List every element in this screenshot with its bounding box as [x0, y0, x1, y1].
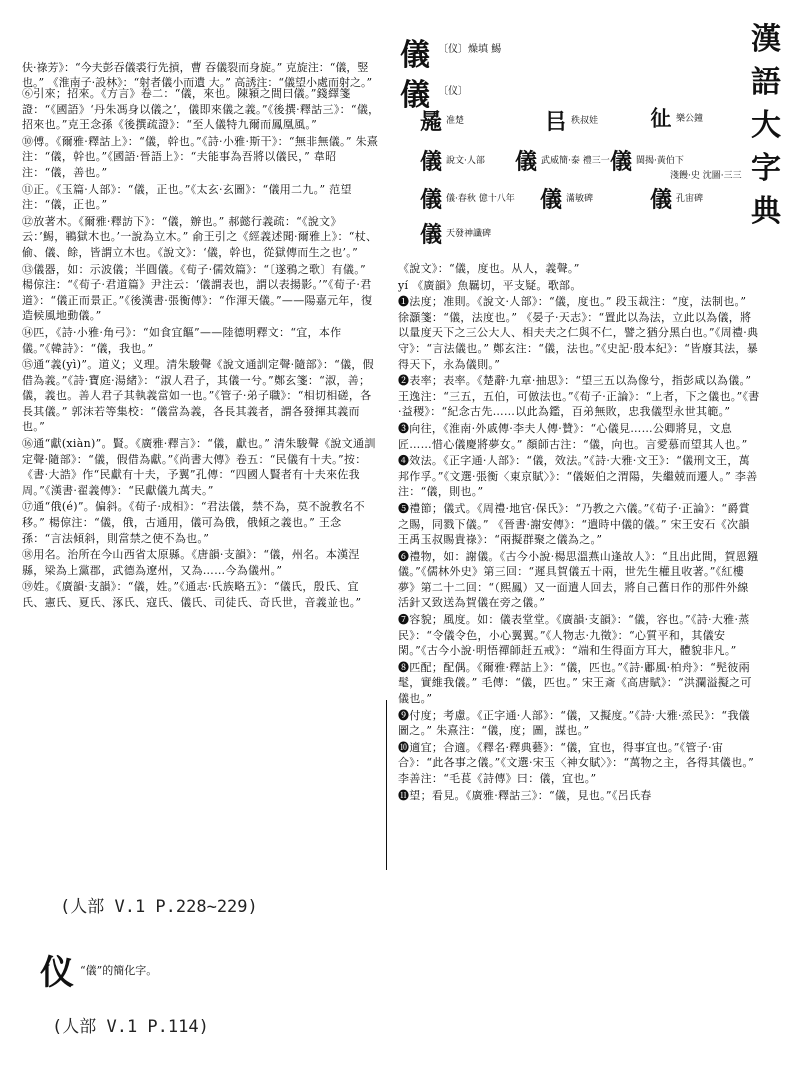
sense-paragraph: ❺禮節；儀式。《周禮·地官·保氏》：“乃教之六儀。”《荀子·正論》：“爵賞之賜，同戮下儀。” 《晉書·謝安傳》：“遣時中儀的儀。” 宋王安石《次韻王禹玉叔賜貴祿》：“兩擬群聚之儀為之。”: [398, 501, 750, 547]
variant-source: 淺饅·史 沈圖·三三: [670, 171, 742, 181]
sense-paragraph: ⑰通“俄(é)”。偏斜。《荀子·成相》：“君法儀，禁不為，莫不說教名不移。” 楊倞注：“儀，俄，古通用，儀可為俄，俄傾之義也。” 王念孫：“言法傾斜，則當禁之使不為也。”: [22, 500, 365, 545]
entry-head-caption: 〔仪〕燥填 鯣: [438, 44, 502, 55]
sense-paragraph: ⑭匹，《詩·小雅·角弓》：“如食宜饇”——陸德明釋文：“宜，本作儀。”《韓詩》：“儀，我也。”: [22, 325, 342, 355]
sense-paragraph: ⑪正。《玉篇·人部》：“儀，正也。”《太玄·玄圖》：“儀用二九。” 范望注：“儀，正也。”: [22, 182, 352, 212]
sense-paragraph: ⑱用名。治所在今山西省太原縣。《唐韻·支韻》：“儀，州名。本漢涅縣，梁為上黨郡，武德為遼州，又為……今為儀州。”: [22, 548, 360, 577]
variant-source: 孔宙碑: [676, 194, 704, 204]
title-char: 語: [751, 65, 781, 100]
variant-source: 樂公鐘: [676, 114, 704, 124]
entry-head-char: 儀: [400, 38, 430, 73]
sense-paragraph: ⑫放著木。《爾雅·釋訪下》：“儀，辦也。” 郝懿行義疏：“《說文》云：’鯣，鶤獄木也。’一說為立木。” 俞王引之《經義述聞·爾雅上》：“杖、偷、儀、餘，皆謂立木也。《說文》：‘儀，幹也，從獄傳而生之也’。”: [22, 214, 378, 259]
variant-glyph: 儀: [650, 187, 673, 213]
variant-glyph: 𢓊: [650, 106, 673, 132]
left-continuation-text: 伕·祿芳》：“今夫彭吞儀裘行先摃，曹 吞儀裂而身旋。” 克旋注：“儀，竪也。” 《淮南子·設林》：“射者儀小而遺 大。” 高誘注：“儀望小處而射之。”: [22, 61, 373, 89]
variant-source: 閩揭·黃伯下: [636, 156, 684, 166]
sense-paragraph: ⓫望；看見。《廣雅·釋詁三》：“儀，見也。”《呂氏春: [398, 788, 652, 802]
sense-paragraph: ❶法度；准則。《說文·人部》：“儀，度也。” 段玉裁注：“度，法制也。” 徐灝箋：“儀，法度也。” 《晏子·天志》：“置此以為法，立此以為儀，將以量度天下之三公大人、相夫夫之仁與不仁，譬之猶分黑白也。”《周禮·典守》：“言法儀也。” 鄭玄注：“儀，法也。”《史記·殷本紀》：“皆廢其法，暴得天下，永為儀則。”: [398, 295, 759, 371]
simplified-char-definition: “儀”的簡化字。: [80, 964, 158, 977]
variant-source: 准楚: [446, 116, 465, 126]
variant-glyph: 儀: [420, 222, 443, 248]
title-char: 漢: [751, 22, 781, 57]
column-divider: [386, 700, 387, 870]
simplified-char: 仪: [40, 953, 74, 993]
variant-source: 秩叔娃: [571, 116, 599, 126]
right-column: [398, 261, 760, 804]
sense-paragraph: ⑩傅。《爾雅·釋詁上》：“儀，幹也。”《詩·小雅·斯干》：“無非無儀。” 朱熹注：“儀，幹也。”《國語·晉語上》：“夫能事為吾將以儀民，” 韋昭注：“儀，善也。”: [22, 134, 379, 179]
variant-source: 武威簡·泰 禮三一: [541, 156, 610, 166]
sense-paragraph: ❾付度；考慮。《正字通·人部》：“儀，又擬度。”《詩·大雅·烝民》：“我儀圖之。” 朱熹注：“儀，度；圖，謀也。”: [398, 708, 750, 738]
variant-source: 滿敏碑: [566, 194, 594, 204]
sense-paragraph: ⑲姓。《廣韻·支韻》：“儀，姓。”《通志·氏族略五》：“儀氏，殷氏、宜氏、憲氏、夏氏、涿氏、寇氏、儀氏、司徒氏、奇氏世，音義並也。”: [22, 580, 362, 609]
variant-form: [420, 218, 491, 249]
left-column: [22, 86, 380, 612]
title-char: 大: [751, 108, 781, 143]
variant-form: [420, 145, 485, 176]
sense-paragraph: ⑮通“義(yì)”。道义；义理。清朱駿聲《說文通訓定聲·隨部》：“儀，假借為義。”《詩·寶庭·湯緒》：“淑人君子，其儀一兮。”鄭玄箋：“淑，善；儀，義也。善人君子其執義當如一也。”《管子·弟子職》：“相切相磋，各長其儀。” 郭沫若等集校：“儀當為義，各長其義者，謂各發揮其義而也。”: [22, 358, 374, 434]
variant-glyph: 儀: [515, 149, 538, 175]
sense-paragraph: ⑬儀器，如：示波儀；半圓儀。《荀子·儒效篇》：“〔遂鴉之歌〕有儀。” 楊倞注：“《荀子·君道篇》尹注云：‘儀謂表也，謂以表揚影。’”《荀子·君道》：“儀正而景正。”《後漢書·張衡傳》：“作渾天儀。”——陽嘉元年，復造候風地動儀。”: [22, 262, 373, 323]
sense-paragraph: ❼容貌；風度。如：儀表堂堂。《廣韻·支韻》：“儀，容也。”《詩·大雅·蒸民》：“令儀令色，小心翼翼。”《人物志·九徵》：“心質平和，其儀安閑。”《古今小說·明悟禪師赶五戒》：“端和生得面方耳大，體貌非凡。”: [398, 613, 750, 658]
variant-glyph: 儀: [420, 187, 443, 213]
variant-form: [515, 145, 610, 176]
sense-paragraph: ⑯通“獻(xiàn)”。賢。《廣雅·釋言》：“儀，獻也。” 清朱駿聲《說文通訓定聲·隨部》：“儀，假借為獻。”《尚書大傳》卷五：“民儀有十夫。”按：《書·大誥》作“民獻有十夫，予翼”孔傳：“四國人賢者有十夫來佐我周。”《漢書·翟義傳》：“民獻儀九萬夫。”: [22, 437, 376, 497]
sense-paragraph: ❹效法。《正字通·人部》：“儀，效法。”《詩·大雅·文王》：“儀刑文王，萬邦作孚。”《文選·張衡〈東京賦〉》：“儀姬伯之渭陽，失繼兢而遷人。” 李善注：“儀，則也。”: [398, 454, 758, 499]
variant-glyph: 儀: [420, 149, 443, 175]
entry-head-caption: 〔仪〕: [438, 86, 468, 97]
variant-form: [540, 183, 593, 214]
variant-source: 說文·人部: [446, 156, 485, 166]
handwritten-reference-note: (人部 V.1 P.228~229): [60, 897, 258, 917]
pronunciation-line: yí 《廣韻》魚羈切，平支疑。歌部。: [398, 278, 582, 292]
handwritten-reference-note: (人部 V.1 P.114): [52, 1017, 209, 1037]
variant-form: [420, 183, 515, 214]
sense-paragraph: ❽匹配；配偶。《爾雅·釋詁上》：“儀，匹也。”《詩·鄘風·柏舟》：“髡彼兩髦，實維我儀。” 毛傳：“儀，匹也。” 宋王斎《高唐賦》：“洪瀾溢擬之可儀也。”: [398, 660, 752, 706]
sense-paragraph: ❿適宜；合適。《釋名·釋典藝》：“儀，宜也，得事宜也。”《管子·宙合》：“此各事之儀。”《文選·宋玉〈神女賦〉》：“萬物之主，各得其儀也。” 李善注：“毛萇《詩傳》曰：儀，宜也。”: [398, 740, 755, 785]
variant-glyph: 㒾: [420, 109, 443, 135]
title-char: 字: [751, 151, 781, 186]
variant-glyph: 㠯: [545, 109, 568, 135]
variant-source: 天發神讖碑: [446, 229, 492, 239]
variant-form: [650, 105, 703, 132]
entry-head-alt-char: 儀: [400, 78, 430, 113]
title-char: 典: [751, 194, 781, 229]
sense-paragraph: ❷表率；表率。《楚辭·九章·抽思》：“望三五以為像兮，指彭咸以為儀。” 王逸注：“三五，五伯，可倣法也。”《荀子·正論》：“上者，下之儀也。”《書·益稷》：“紀念古先……以此為鑑，百弟無敗，忠我儀型永世其範。”: [398, 374, 760, 419]
variant-source: 儀·春秋 億十八年: [446, 194, 515, 204]
variant-glyph: 儀: [610, 149, 633, 175]
variant-form: [650, 183, 703, 214]
dictionary-title: [748, 18, 784, 233]
variant-form: [545, 105, 598, 136]
variant-form: [420, 105, 464, 136]
sense-paragraph: ⑥引來；招來。《方言》卷二：“儀，來也。陳潁之間曰儀。”錢繹箋證：“《國語》‘丹朱馮身以儀之’，儀即來儀之義。”《後撰·釋詁三》：“儀，招來也。”克王念孫《後撰疏證》：“至人儀特九爾而鳳凰風。”: [22, 87, 380, 132]
definition-paragraph: 《說文》：“儀，度也。从人，義聲。”: [398, 262, 580, 275]
variant-glyph: 儀: [540, 187, 563, 213]
sense-paragraph: ❻禮物，如：謝儀。《古今小說·楊思溫燕山逢故人》：“且出此間，賀恩鏹儀。”《儒林外史》第三回：“遲具賀儀五十兩，世先生權且收著。”《紅樓夢》第二十二回：“（熙鳳）又一面遣人回去，將自己舊日作的那件外線活針又致送為賀儀在旁之儀。”: [398, 549, 759, 610]
variant-form: [670, 168, 742, 181]
sense-paragraph: ❸向往，《淮南·外戚傳·李夫人傳·贊》：“心儀見……公卿將見，文息匠……惜心儀慶將夢女。” 顏師古注：“儀，向也。言愛慕而望其人也。”: [398, 421, 748, 451]
